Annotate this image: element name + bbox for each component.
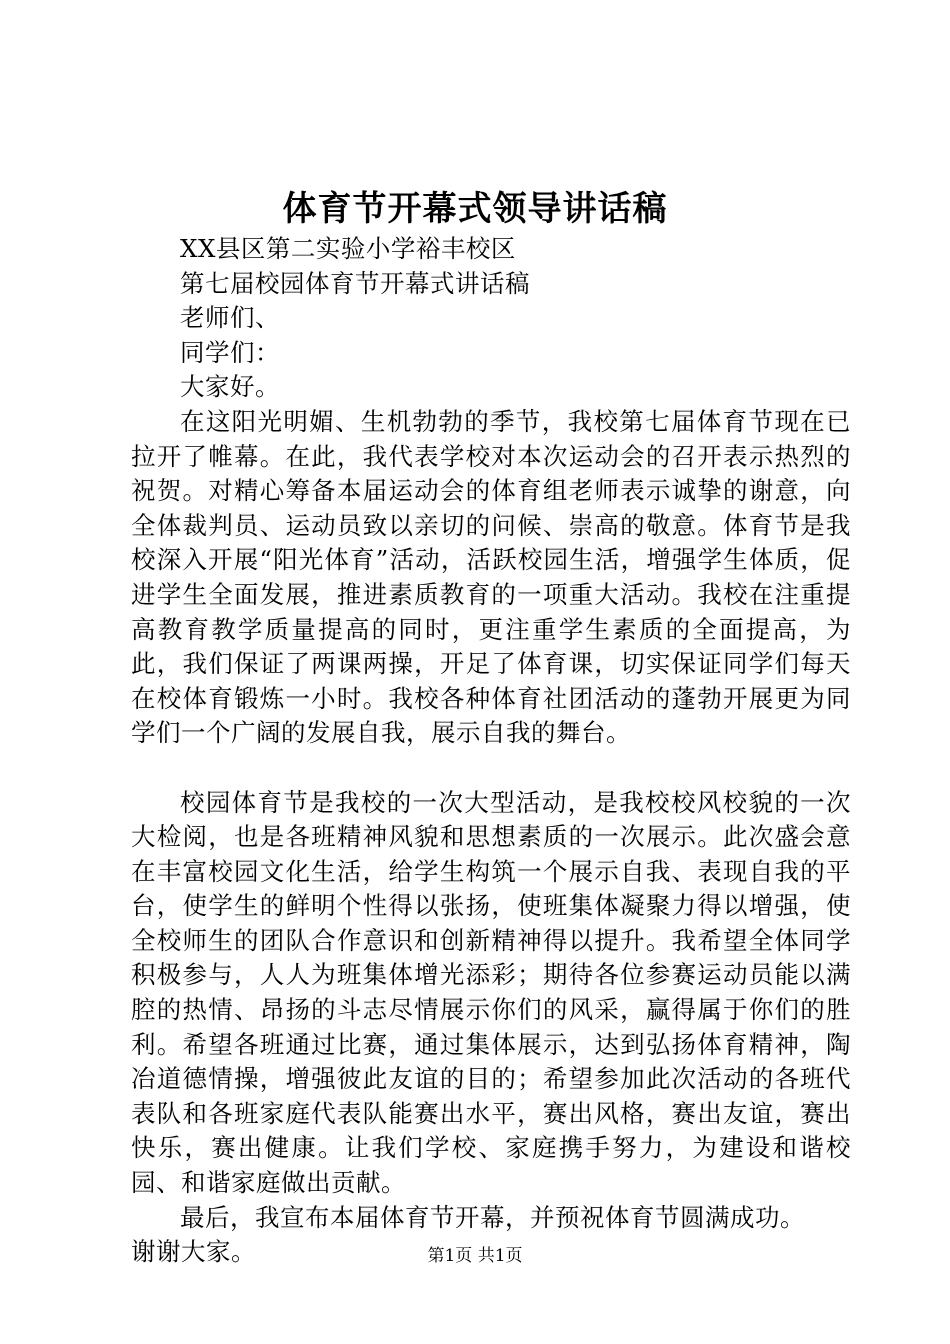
- paragraph-spacer: [131, 751, 851, 786]
- greeting-teachers-line: 老师们、: [180, 303, 280, 333]
- page-number-footer: 第1页 共1页: [427, 1246, 523, 1266]
- paragraph-purpose: 校园体育节是我校的一次大型活动，是我校校风校貌的一次大检阅，也是各班精神风貌和思想素质的一次展示。此次盛会意在丰富校园文化生活，给学生构筑一个展示自我、表现自我的平台，使学生的鲜明个性得以张扬，使班集体凝聚力得以增强，使全校师生的团队合作意识和创新精神得以提升。我希望全体同学积极参与，人人为班集体增光添彩；期待各位参赛运动员能以满腔的热情、昂扬的斗志尽情展示你们的风采，赢得属于你们的胜利。希望各班通过比赛，通过集体展示，达到弘扬体育精神，陶冶道德情操，增强彼此友谊的目的；希望参加此次活动的各班代表队和各班家庭代表队能赛出水平，赛出风格，赛出友谊，赛出快乐，赛出健康。让我们学校、家庭携手努力，为建设和谐校园、和谐家庭做出贡献。: [131, 787, 851, 1198]
- greeting-students-line: 同学们：: [180, 337, 280, 367]
- speech-subtitle-line: 第七届校园体育节开幕式讲话稿: [180, 268, 530, 298]
- document-body: [131, 232, 851, 1270]
- greeting-all-line: 大家好。: [180, 372, 280, 402]
- paragraph-announcement: 最后，我宣布本届体育节开幕，并预祝体育节圆满成功。: [180, 1202, 805, 1232]
- paragraph-opening: 在这阳光明媚、生机勃勃的季节，我校第七届体育节现在已拉开了帷幕。在此，我代表学校对本次运动会的召开表示热烈的祝贺。对精心筹备本届运动会的体育组老师表示诚挚的谢意，向全体裁判员、运动员致以亲切的问候、崇高的敬意。体育节是我校深入开展“阳光体育”活动，活跃校园生活，增强学生体质，促进学生全面发展，推进素质教育的一项重大活动。我校在注重提高教育教学质量提高的同时，更注重学生素质的全面提高，为此，我们保证了两课两操，开足了体育课，切实保证同学们每天在校体育锻炼一小时。我校各种体育社团活动的蓬勃开展更为同学们一个广阔的发展自我，展示自我的舞台。: [131, 406, 851, 748]
- closing-line: 谢谢大家。: [131, 1237, 256, 1267]
- school-name-line: XX县区第二实验小学裕丰校区: [180, 234, 516, 263]
- document-title: 体育节开幕式领导讲话稿: [282, 189, 668, 229]
